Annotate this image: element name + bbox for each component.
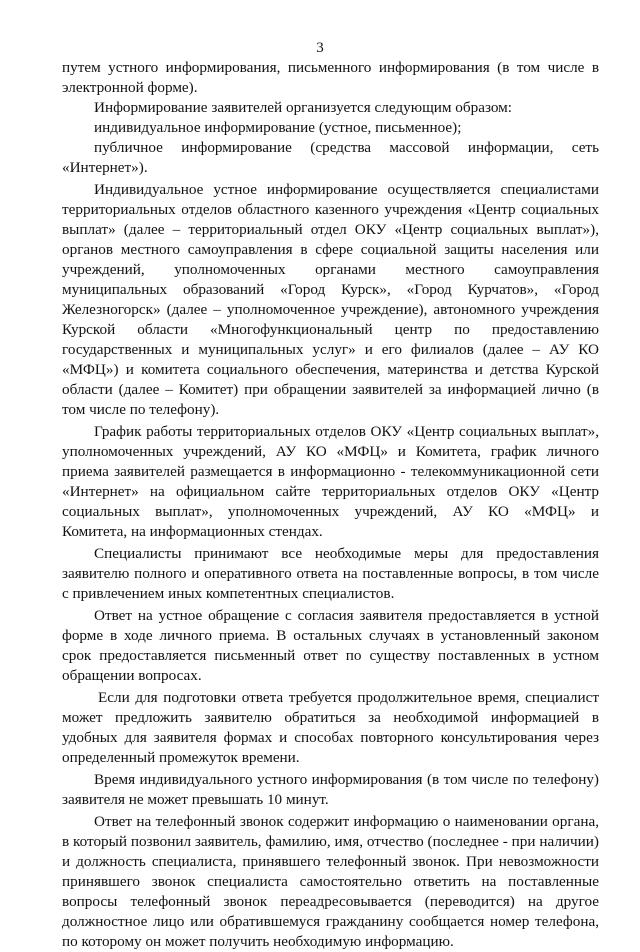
text-line: Индивидуальное устное информирование осуществляется специалистами — [94, 181, 599, 198]
text-line: может предложить заявителю обратиться за необходимой информацией в — [62, 709, 599, 726]
text-line: определенный промежуток времени. — [62, 749, 300, 766]
text-line: «Интернет»). — [62, 159, 148, 176]
text-line: Специалисты принимают все необходимые меры для предоставления — [94, 545, 599, 562]
page-number: 3 — [316, 40, 324, 56]
text-line: выплат» (далее – территориальный отдел ОКУ «Центр социальных выплат»), — [62, 221, 599, 238]
text-line: Время индивидуального устного информирования (в том числе по телефону) — [94, 771, 599, 788]
text-line: индивидуальное информирование (устное, письменное); — [94, 119, 462, 136]
text-line: должностное лицо или обратившемуся гражданину сообщается номер телефона, — [62, 913, 599, 930]
text-line: Комитета, на информационных стендах. — [62, 523, 323, 540]
text-line: муниципальных образований «Город Курск», «Город Курчатов», «Город — [62, 281, 599, 298]
text-line: том числе по телефону). — [62, 401, 220, 418]
text-line: области (далее – Комитет) при обращении заявителей за информацией лично (в — [62, 381, 599, 398]
text-line: форме в ходе личного приема. В остальных случаях в установленный законом — [62, 627, 599, 644]
text-line: путем устного информирования, письменного информирования (в том числе в — [62, 59, 599, 76]
text-line: органов местного самоуправления в сфере социальной защиты населения или — [62, 241, 599, 258]
text-line: вопросы телефонный звонок переадресовывается (переводится) на другое — [62, 893, 599, 910]
text-line: государственных и муниципальных услуг» и его филиалов (далее – АУ КО — [62, 341, 599, 358]
text-line: публичное информирование (средства массовой информации, сеть — [94, 139, 599, 156]
text-line: принявшего звонок специалиста самостоятельно ответить на поставленные — [62, 873, 599, 890]
text-line: Информирование заявителей организуется следующим образом: — [94, 99, 513, 116]
text-line: Железногорск» (далее – уполномоченное учреждение), автономного учреждения — [62, 301, 599, 318]
text-line: уполномоченных учреждений, АУ КО «МФЦ» и Комитета, график личного — [62, 443, 599, 460]
text-line: по которому он может получить необходимую информацию. — [62, 933, 454, 950]
text-line: учреждений, уполномоченных органами местного самоуправления — [62, 261, 599, 278]
text-line: Если для подготовки ответа требуется продолжительное время, специалист — [98, 689, 599, 706]
text-line: заявителя не может превышать 10 минут. — [62, 791, 329, 808]
text-line: в который позвонил заявитель, фамилию, имя, отчество (последнее - при наличии) — [62, 833, 599, 850]
text-line: График работы территориальных отделов ОКУ «Центр социальных выплат», — [94, 423, 599, 440]
text-line: заявителю полного и оперативного ответа на поставленные вопросы, в том числе — [62, 565, 599, 582]
text-line: Курской области «Многофункциональный центр по предоставлению — [62, 321, 599, 338]
text-line: с привлечением иных компетентных специалистов. — [62, 585, 395, 602]
text-line: и должность специалиста, принявшего телефонный звонок. При невозможности — [62, 853, 599, 870]
text-line: обращении вопросах. — [62, 667, 202, 684]
text-line: Ответ на устное обращение с согласия заявителя предоставляется в устной — [94, 607, 599, 624]
text-line: «Интернет» на официальном сайте территориальных отделов ОКУ «Центр — [62, 483, 599, 500]
text-line: Ответ на телефонный звонок содержит информацию о наименовании органа, — [94, 813, 599, 830]
text-line: приема заявителей размещается в информационно - телекоммуникационной сети — [62, 463, 599, 480]
text-line: территориальных отделов областного казенного учреждения «Центр социальных — [62, 201, 599, 218]
text-line: «МФЦ») и комитета социального обеспечения, материнства и детства Курской — [62, 361, 599, 378]
text-line: электронной форме). — [62, 79, 198, 96]
text-line: срок предоставляется письменный ответ по существу поставленных в устном — [62, 647, 599, 664]
text-line: социальных выплат», уполномоченных учреждений, АУ КО «МФЦ» и — [62, 503, 599, 520]
text-line: удобных для заявителя формах и способах повторного консультирования через — [62, 729, 599, 746]
